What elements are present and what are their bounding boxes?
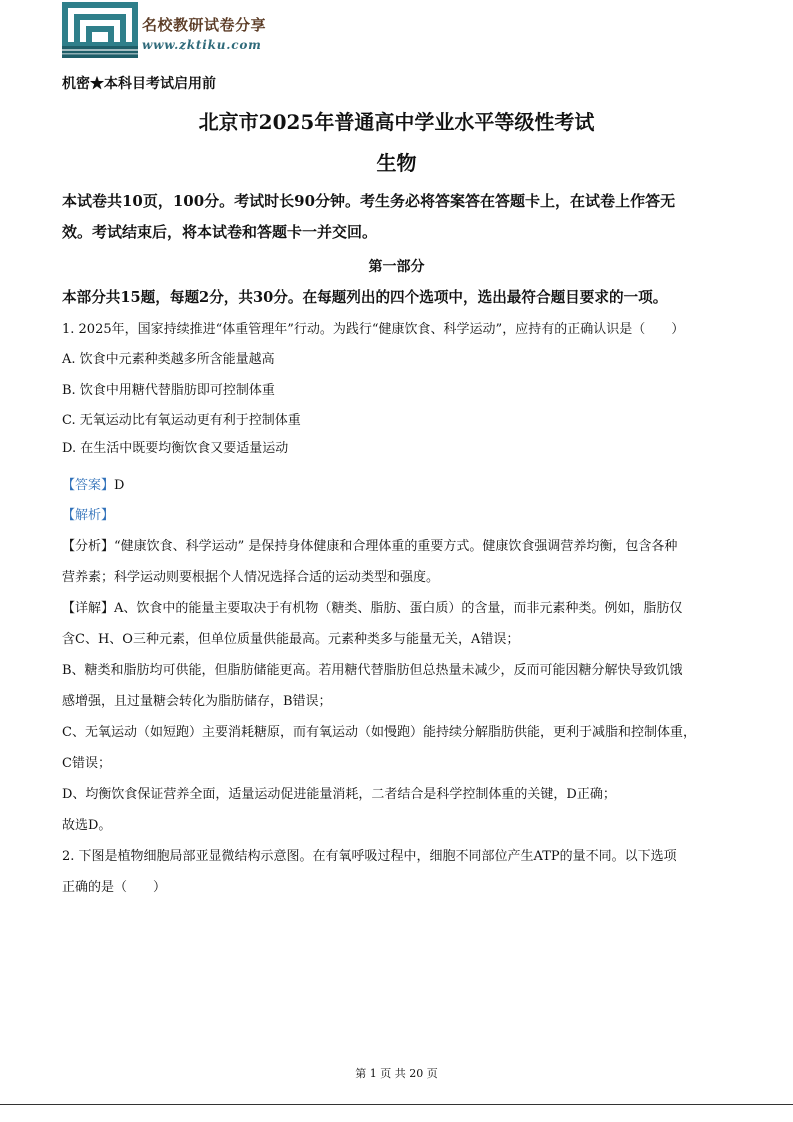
xiangjie-line-3: B、糖类和脂肪均可供能，但脂肪储能更高。若用糖代替脂肪但总热量未减少，反而可能因糖分解快导致饥饿 xyxy=(62,663,683,678)
analysis-tag: 【解析】 xyxy=(62,508,115,523)
xiangjie-line-6: C错误； xyxy=(62,756,111,771)
xiangjie-line-5: C、无氧运动（如短跑）主要消耗糖原，而有氧运动（如慢跑）能持续分解脂肪供能，更利于减脂和控制体重， xyxy=(62,725,696,740)
xiangjie-line-4: 感增强，且过量糖会转化为脂肪储存，B错误； xyxy=(62,694,332,709)
q1-option-b: B. 饮食中用糖代替脂肪即可控制体重 xyxy=(62,383,275,398)
logo-emblem-icon xyxy=(62,2,138,58)
notice-line-2: 效。考试结束后，将本试卷和答题卡一并交回。 xyxy=(62,223,378,241)
fenxi-line-2: 营养素；科学运动则要根据个人情况选择合适的运动类型和强度。 xyxy=(62,570,440,585)
q1-stem: 1. 2025年，国家持续推进“体重管理年”行动。为践行“健康饮食、科学运动”，应持有的正确认识是（ ） xyxy=(62,322,685,337)
q1-option-c: C. 无氧运动比有氧运动更有利于控制体重 xyxy=(62,413,301,428)
xiangjie-line-1: 【详解】A、饮食中的能量主要取决于有机物（糖类、脂肪、蛋白质）的含量，而非元素种类。例如，脂肪仅 xyxy=(62,601,683,616)
xiangjie-line-8: 故选D。 xyxy=(62,818,112,833)
q1-answer xyxy=(62,474,124,493)
xiangjie-line-7: D、均衡饮食保证营养全面，适量运动促进能量消耗，二者结合是科学控制体重的关键，D正确； xyxy=(62,787,616,802)
part-instruction: 本部分共15题，每题2分，共30分。在每题列出的四个选项中，选出最符合题目要求的一项。 xyxy=(62,289,668,306)
notice-line-1: 本试卷共10页，100分。考试时长90分钟。考生务必将答案答在答题卡上，在试卷上作答无 xyxy=(62,192,676,210)
exam-title: 北京市2025年普通高中学业水平等级性考试 xyxy=(198,110,595,134)
confidential-label: 机密★本科目考试启用前 xyxy=(62,76,216,92)
footer-divider xyxy=(0,1104,793,1105)
exam-subject: 生物 xyxy=(376,151,417,175)
page-number: 第 1 页 共 20 页 xyxy=(355,1067,438,1080)
q2-stem-line-1: 2. 下图是植物细胞局部亚显微结构示意图。在有氧呼吸过程中，细胞不同部位产生ATP的量不同。以下选项 xyxy=(62,849,677,864)
part-title: 第一部分 xyxy=(368,259,425,275)
answer-tag: 【答案】 xyxy=(62,478,115,493)
q1-option-d: D. 在生活中既要均衡饮食又要适量运动 xyxy=(62,441,289,456)
answer-value: D xyxy=(114,478,125,493)
site-logo xyxy=(62,2,272,58)
fenxi-line-1: 【分析】“健康饮食、科学运动” 是保持身体健康和合理体重的重要方式。健康饮食强调营养均衡，包含各种 xyxy=(62,539,678,554)
logo-url: www.zktiku.com xyxy=(142,38,262,52)
xiangjie-line-2: 含C、H、O三种元素，但单位质量供能最高。元素种类多与能量无关，A错误； xyxy=(62,632,520,647)
q2-stem-line-2: 正确的是（ ） xyxy=(62,880,167,895)
logo-title: 名校教研试卷分享 xyxy=(142,16,267,34)
q1-option-a: A. 饮食中元素种类越多所含能量越高 xyxy=(62,352,275,367)
